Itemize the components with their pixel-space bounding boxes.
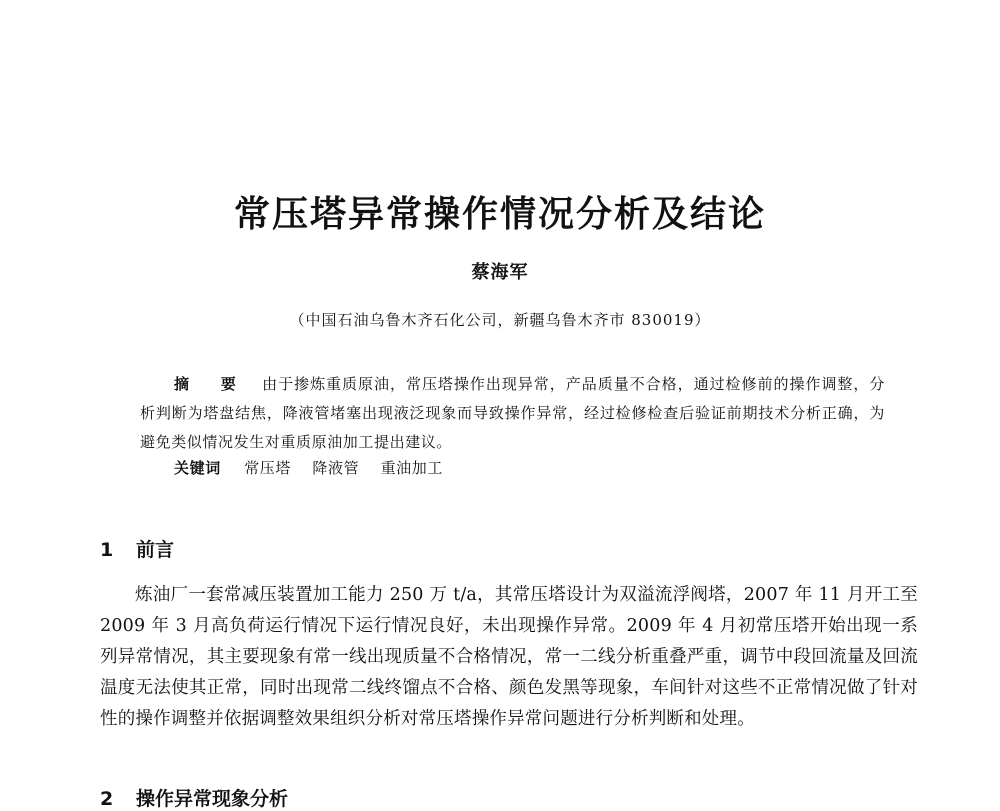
- section-number: 1: [100, 539, 114, 561]
- keyword-item: 重油加工: [380, 459, 443, 477]
- keywords-block: [174, 457, 459, 478]
- abstract-block: [140, 370, 885, 457]
- section-heading: [100, 535, 174, 562]
- section-heading: [100, 784, 288, 811]
- section-title: 操作异常现象分析: [136, 788, 289, 810]
- section-number: 2: [100, 788, 114, 810]
- keywords-label: 关键词: [174, 459, 221, 477]
- paper-title: 常压塔异常操作情况分析及结论: [233, 194, 766, 235]
- abstract-label: 摘 要: [174, 375, 245, 393]
- keyword-item: 降液管: [312, 459, 360, 477]
- author-affiliation: （中国石油乌鲁木齐石化公司，新疆乌鲁木齐市 830019）: [289, 311, 711, 329]
- keyword-item: 常压塔: [244, 459, 291, 477]
- section-title: 前言: [136, 539, 175, 561]
- section-paragraph: 炼油厂一套常减压装置加工能力 250 万 t/a，其常压塔设计为双溢流浮阀塔，2007 年 11 月开工至2009 年 3 月高负荷运行情况下运行情况良好，未出现操作异常。2009 年 4 月初常压塔开始出现一系列异常情况，其主要现象有常一线出现质量不合格情况，常一二线分析重叠严重，调节中段回流量及回流温度无法使其正常，同时出现常二线终馏点不合格、颜色发黑等现象，车间针对这些不正常情况做了针对性的操作调整并依据调整效果组织分析对常压塔操作异常问题进行分析判断和处理。: [100, 585, 918, 729]
- author-name: 蔡海军: [471, 262, 529, 283]
- abstract-text: 由于掺炼重质原油，常压塔操作出现异常，产品质量不合格，通过检修前的操作调整，分析判断为塔盘结焦，降液管堵塞出现液泛现象而导致操作异常，经过检修检查后验证前期技术分析正确，为避免类似情况发生对重质原油加工提出建议。: [140, 375, 885, 451]
